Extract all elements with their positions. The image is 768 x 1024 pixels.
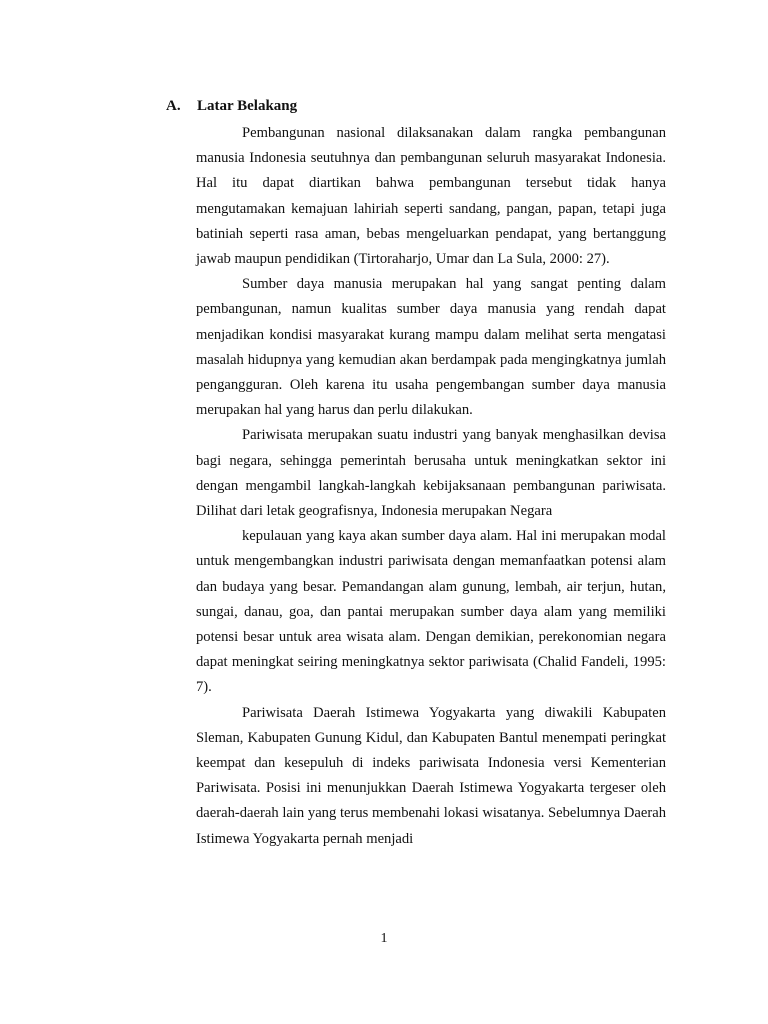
- paragraph-5: Pariwisata Daerah Istimewa Yogyakarta yang diwakili Kabupaten Sleman, Kabupaten Gunung Kidul, dan Kabupaten Bantul menempati peringkat keempat dan kesepuluh di indeks pariwisata Indonesia versi Kementerian Pariwisata. Posisi ini menunjukkan Daerah Istimewa Yogyakarta tergeser oleh daerah-daerah lain yang terus membenahi lokasi wisatanya. Sebelumnya Daerah Istimewa Yogyakarta pernah menjadi: [196, 704, 666, 847]
- paragraph-3: Pariwisata merupakan suatu industri yang banyak menghasilkan devisa bagi negara, sehingga pemerintah berusaha untuk meningkatkan sektor ini dengan mengambil langkah-langkah kebijaksanaan pembangunan pariwisata. Dilihat dari letak geografisnya, Indonesia merupakan Negara: [196, 427, 666, 520]
- paragraph-1: Pembangunan nasional dilaksanakan dalam rangka pembangunan manusia Indonesia seutuhnya dan pembangunan seluruh masyarakat Indonesia. Hal itu dapat diartikan bahwa pembangunan tersebut tidak hanya mengutamakan kemajuan lahiriah seperti sandang, pangan, papan, tetapi juga batiniah seperti rasa aman, bebas mengeluarkan pendapat, yang bertanggung jawab maupun pendidikan (Tirtoraharjo, Umar dan La Sula, 2000: 27).: [196, 125, 666, 268]
- section-number: A.: [166, 98, 181, 114]
- section-heading: [166, 96, 297, 116]
- paragraph-4: kepulauan yang kaya akan sumber daya alam. Hal ini merupakan modal untuk mengembangkan industri pariwisata dengan memanfaatkan potensi alam dan budaya yang besar. Pemandangan alam gunung, lembah, air terjun, hutan, sungai, danau, goa, dan pantai merupakan sumber daya alam yang memiliki potensi besar untuk area wisata alam. Dengan demikian, perekonomian negara dapat meningkat seiring meningkatnya sektor pariwisata (Chalid Fandeli, 1995: 7).: [196, 528, 666, 696]
- body-text: [196, 121, 666, 852]
- page-number: 1: [380, 931, 388, 946]
- section-title: Latar Belakang: [197, 98, 298, 114]
- paragraph-2: Sumber daya manusia merupakan hal yang sangat penting dalam pembangunan, namun kualitas sumber daya manusia yang rendah dapat menjadikan kondisi masyarakat kurang mampu dalam melihat serta mengatasi masalah hidupnya yang kemudian akan berdampak pada mengingkatnya jumlah pengangguran. Oleh karena itu usaha pengembangan sumber daya manusia merupakan hal yang harus dan perlu dilakukan.: [196, 276, 666, 419]
